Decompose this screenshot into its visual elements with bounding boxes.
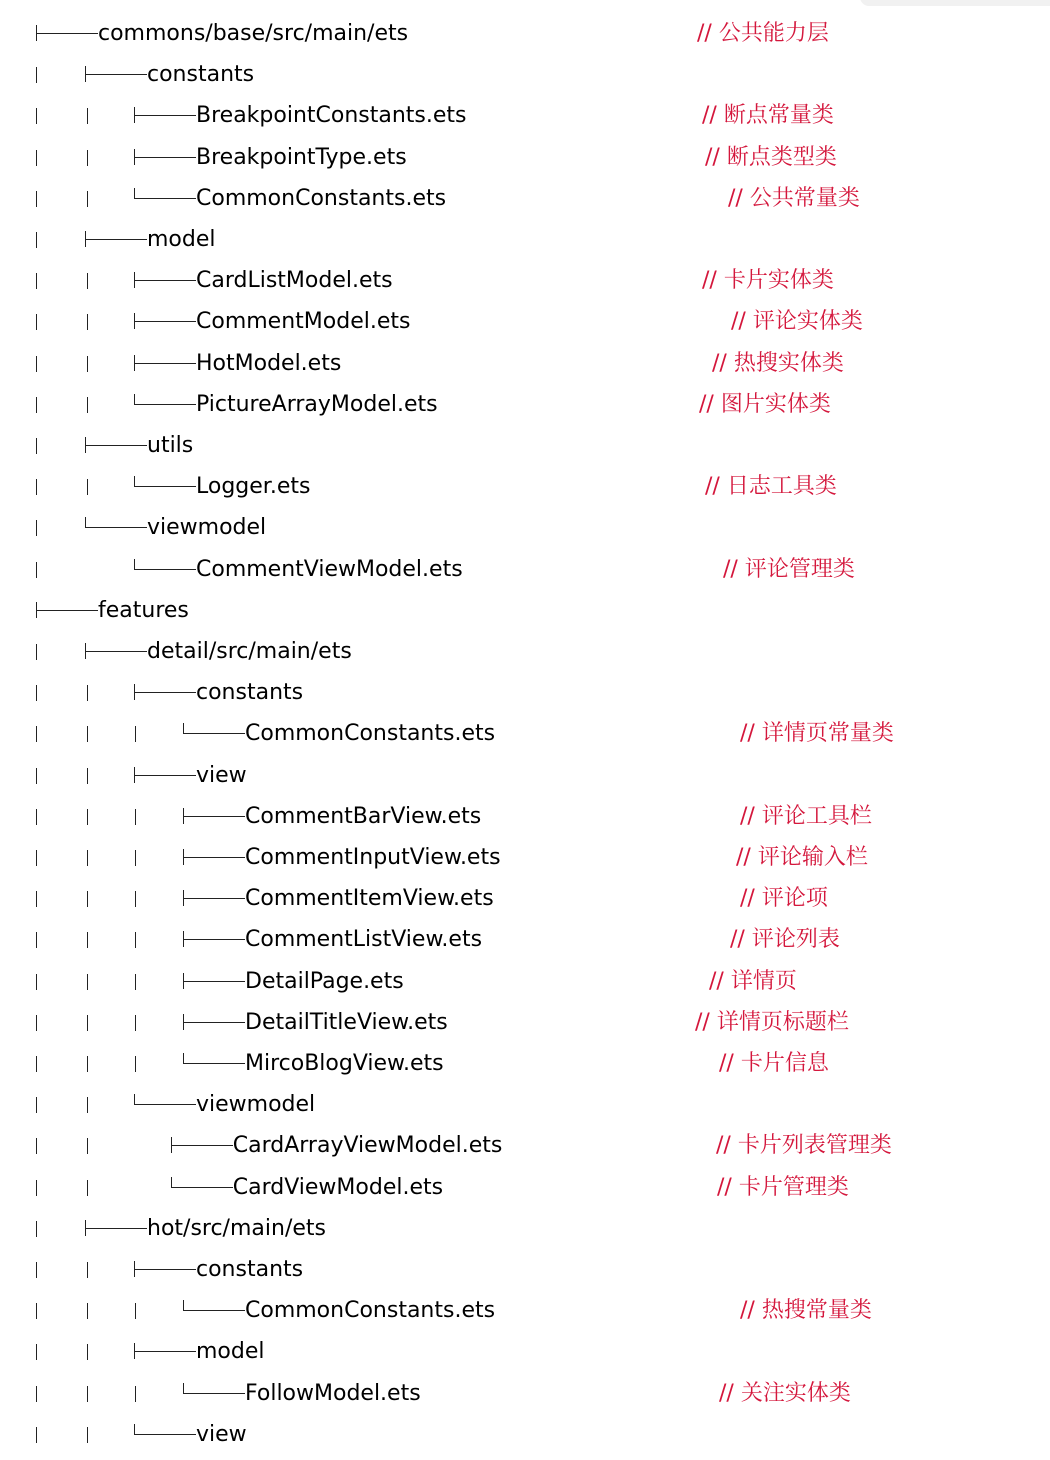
tree-item-name: CommonConstants.ets bbox=[245, 721, 496, 747]
tree-row bbox=[0, 1331, 1050, 1372]
tree-item-comment: // 详情页标题栏 bbox=[695, 1009, 849, 1035]
tree-item-name: FollowModel.ets bbox=[245, 1380, 421, 1406]
tree-item-name: viewmodel bbox=[147, 515, 267, 541]
tree-item-name: constants bbox=[196, 1257, 304, 1282]
tree-item-comment: // 热搜常量类 bbox=[740, 1298, 872, 1324]
tree-row bbox=[0, 178, 1050, 219]
tree-item-name: view bbox=[196, 762, 247, 788]
tree-row bbox=[0, 137, 1050, 178]
tree-item-name: model bbox=[147, 227, 216, 252]
tree-row bbox=[0, 1373, 1050, 1414]
tree-item-comment: // 公共常量类 bbox=[728, 185, 860, 211]
tree-item-name: detail/src/main/ets bbox=[147, 639, 352, 664]
tree-item-name: Logger.ets bbox=[196, 474, 311, 500]
tree-item-comment: // 卡片管理类 bbox=[717, 1174, 849, 1200]
tree-row bbox=[0, 343, 1050, 384]
tree-row bbox=[0, 878, 1050, 919]
tree-item-comment: // 评论实体类 bbox=[731, 309, 863, 335]
tree-item-name: CommentBarView.ets bbox=[245, 803, 482, 829]
tree-row bbox=[0, 1043, 1050, 1084]
tree-item-name: commons/base/src/main/ets bbox=[98, 21, 409, 46]
tree-item-name: CardArrayViewModel.ets bbox=[232, 1133, 503, 1159]
tree-item-name: BreakpointConstants.ets bbox=[196, 103, 467, 129]
tree-item-comment: // 评论项 bbox=[740, 886, 828, 912]
tree-item-name: HotModel.ets bbox=[196, 350, 342, 376]
tree-item-comment: // 卡片实体类 bbox=[702, 268, 834, 294]
tree-item-comment: // 断点类型类 bbox=[705, 144, 837, 170]
tree-row bbox=[0, 1125, 1050, 1166]
tree-row bbox=[0, 1084, 1050, 1125]
tree-row bbox=[0, 713, 1050, 754]
tree-item-name: CommonConstants.ets bbox=[245, 1298, 496, 1324]
tree-item-comment: // 日志工具类 bbox=[705, 474, 837, 500]
tree-row bbox=[0, 1167, 1050, 1208]
tree-row bbox=[0, 1249, 1050, 1290]
tree-row bbox=[0, 425, 1050, 466]
tree-item-comment: // 卡片列表管理类 bbox=[716, 1133, 892, 1159]
tree-row bbox=[0, 672, 1050, 713]
tree-row bbox=[0, 219, 1050, 260]
tree-row bbox=[0, 549, 1050, 590]
tree-row bbox=[0, 466, 1050, 507]
tree-item-comment: // 卡片信息 bbox=[719, 1051, 829, 1076]
tree-row bbox=[0, 1002, 1050, 1043]
tree-item-name: CommentViewModel.ets bbox=[196, 556, 463, 582]
tree-item-name: constants bbox=[196, 680, 304, 706]
tree-row bbox=[0, 755, 1050, 796]
tree-item-comment: // 评论工具栏 bbox=[740, 803, 872, 829]
tree-item-comment: // 公共能力层 bbox=[697, 21, 829, 46]
tree-item-comment: // 评论管理类 bbox=[723, 556, 855, 582]
tree-row bbox=[0, 590, 1050, 631]
tree-item-name: CommentItemView.ets bbox=[245, 886, 494, 912]
tree-item-name: CommentModel.ets bbox=[196, 309, 411, 335]
tree-item-name: model bbox=[196, 1339, 265, 1365]
tree-row bbox=[0, 796, 1050, 837]
tree-item-name: features bbox=[98, 597, 189, 623]
tree-item-comment: // 热搜实体类 bbox=[712, 350, 844, 376]
tree-item-comment: // 关注实体类 bbox=[719, 1380, 851, 1406]
tree-row bbox=[0, 384, 1050, 425]
tree-item-name: hot/src/main/ets bbox=[147, 1215, 326, 1241]
tree-item-name: DetailTitleView.ets bbox=[245, 1009, 448, 1035]
tree-item-name: CommentInputView.ets bbox=[245, 845, 501, 870]
tree-row bbox=[0, 1290, 1050, 1331]
tree-row bbox=[0, 1208, 1050, 1249]
tree-item-name: CommentListView.ets bbox=[245, 927, 483, 953]
tree-item-name: viewmodel bbox=[196, 1092, 316, 1118]
tree-row bbox=[0, 507, 1050, 548]
tree-item-name: constants bbox=[147, 62, 255, 88]
tree-item-name: BreakpointType.ets bbox=[196, 144, 407, 170]
tree-row bbox=[0, 13, 1050, 54]
tree-row bbox=[0, 919, 1050, 960]
tree-row bbox=[0, 301, 1050, 342]
tree-item-name: CardListModel.ets bbox=[196, 268, 393, 294]
tree-row bbox=[0, 961, 1050, 1002]
tree-row bbox=[0, 837, 1050, 878]
tree-item-comment: // 详情页常量类 bbox=[740, 721, 894, 747]
tree-item-name: view bbox=[196, 1421, 247, 1447]
tree-row bbox=[0, 631, 1050, 672]
tree-item-comment: // 评论列表 bbox=[730, 927, 840, 953]
tree-item-comment: // 详情页 bbox=[709, 968, 797, 994]
tree-row bbox=[0, 54, 1050, 95]
tree-item-name: CardViewModel.ets bbox=[232, 1174, 444, 1200]
tree-item-name: PictureArrayModel.ets bbox=[196, 391, 438, 417]
tree-item-comment: // 断点常量类 bbox=[702, 103, 834, 129]
tree-item-name: MircoBlogView.ets bbox=[245, 1051, 444, 1076]
tree-item-comment: // 评论输入栏 bbox=[736, 845, 868, 870]
tree-row bbox=[0, 1414, 1050, 1455]
tree-row bbox=[0, 260, 1050, 301]
tree-item-name: DetailPage.ets bbox=[245, 968, 404, 994]
tree-row bbox=[0, 95, 1050, 136]
tree-item-comment: // 图片实体类 bbox=[699, 391, 831, 417]
tree-item-name: CommonConstants.ets bbox=[196, 185, 447, 211]
tree-item-name: utils bbox=[147, 433, 194, 458]
